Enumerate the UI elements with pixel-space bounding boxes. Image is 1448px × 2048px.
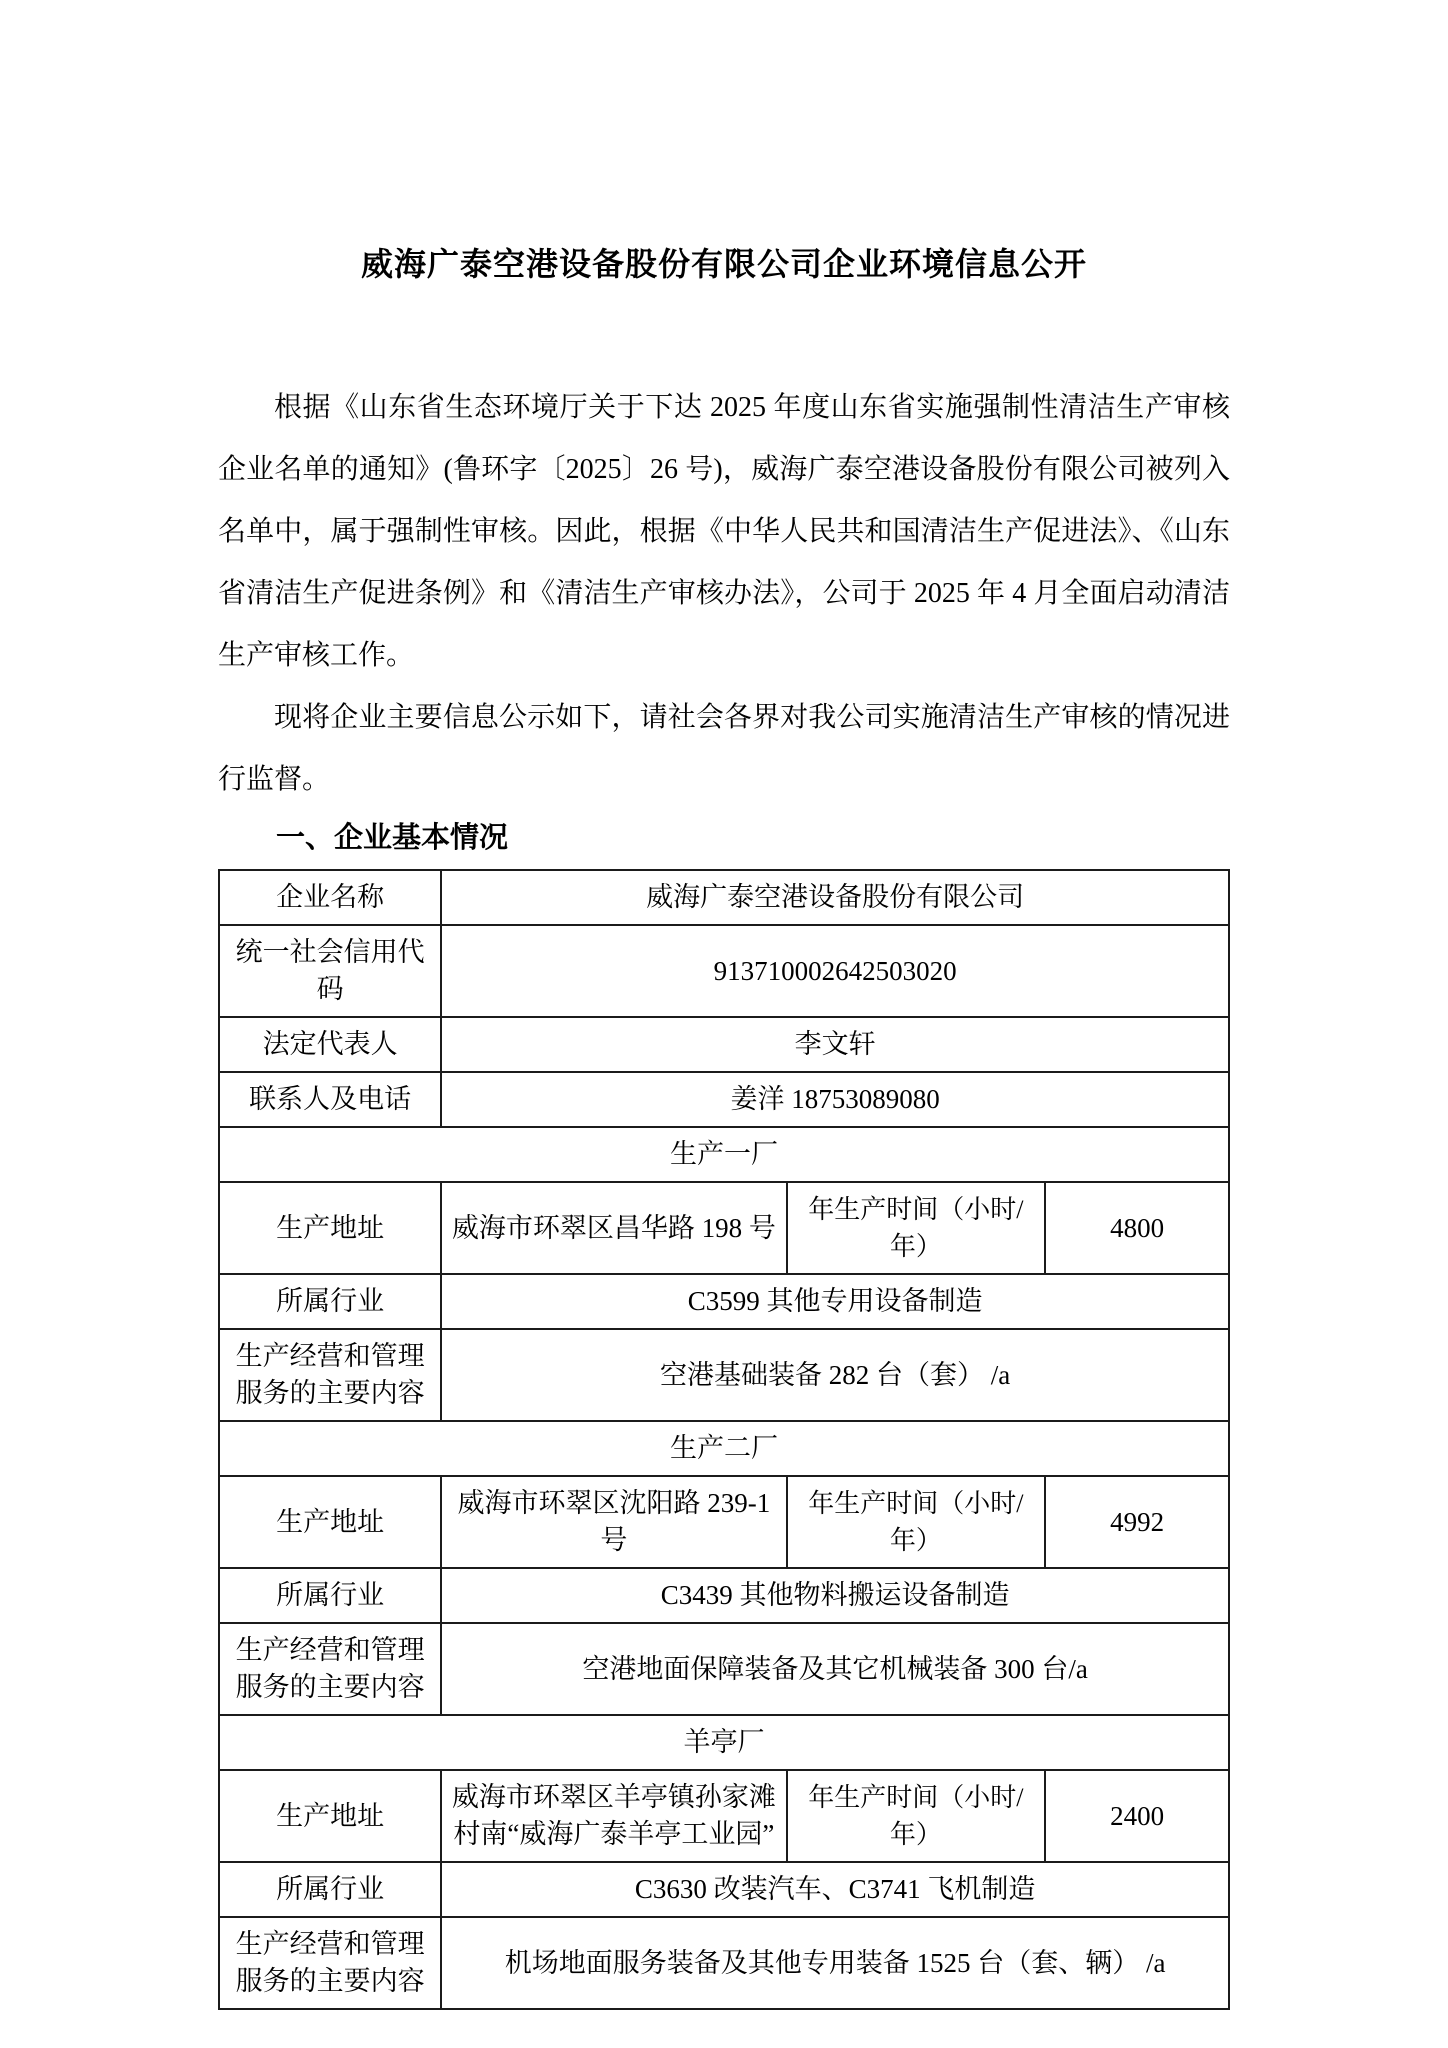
factory3-address-value: 威海市环翠区羊亭镇孙家滩村南“威海广泰羊亭工业园”: [441, 1770, 786, 1862]
factory2-section-header: 生产二厂: [219, 1421, 1229, 1476]
table-row-credit-code: [219, 925, 1229, 1017]
factory3-scope-label: 生产经营和管理服务的主要内容: [219, 1917, 441, 2009]
factory3-industry-label: 所属行业: [219, 1862, 441, 1917]
table-row-factory1-section: [219, 1127, 1229, 1182]
factory2-hours-label: 年生产时间（小时/年）: [787, 1476, 1046, 1568]
legal-representative-value: 李文轩: [441, 1017, 1229, 1072]
factory1-hours-value: 4800: [1045, 1182, 1229, 1274]
factory1-industry-label: 所属行业: [219, 1274, 441, 1329]
table-row-factory3-section: [219, 1715, 1229, 1770]
factory3-industry-value: C3630 改装汽车、C3741 飞机制造: [441, 1862, 1229, 1917]
table-row-factory2-scope: [219, 1623, 1229, 1715]
factory2-scope-label: 生产经营和管理服务的主要内容: [219, 1623, 441, 1715]
table-row-factory1-scope: [219, 1329, 1229, 1421]
factory1-industry-value: C3599 其他专用设备制造: [441, 1274, 1229, 1329]
credit-code-label: 统一社会信用代码: [219, 925, 441, 1017]
table-row-factory2-industry: [219, 1568, 1229, 1623]
table-row-legal-representative: [219, 1017, 1229, 1072]
company-name-value: 威海广泰空港设备股份有限公司: [441, 870, 1229, 925]
legal-representative-label: 法定代表人: [219, 1017, 441, 1072]
contact-phone-label: 联系人及电话: [219, 1072, 441, 1127]
factory3-scope-value: 机场地面服务装备及其他专用装备 1525 台（套、辆） /a: [441, 1917, 1229, 2009]
factory2-industry-value: C3439 其他物料搬运设备制造: [441, 1568, 1229, 1623]
factory1-address-value: 威海市环翠区昌华路 198 号: [441, 1182, 786, 1274]
contact-phone-value: 姜洋 18753089080: [441, 1072, 1229, 1127]
factory3-hours-value: 2400: [1045, 1770, 1229, 1862]
company-name-label: 企业名称: [219, 870, 441, 925]
factory2-industry-label: 所属行业: [219, 1568, 441, 1623]
table-row-factory2-address: [219, 1476, 1229, 1568]
table-row-factory3-address: [219, 1770, 1229, 1862]
factory1-hours-label: 年生产时间（小时/年）: [787, 1182, 1046, 1274]
table-row-factory3-scope: [219, 1917, 1229, 2009]
table-row-factory1-industry: [219, 1274, 1229, 1329]
factory1-section-header: 生产一厂: [219, 1127, 1229, 1182]
intro-paragraph: 根据《山东省生态环境厅关于下达 2025 年度山东省实施强制性清洁生产审核企业名单的通知》(鲁环字〔2025〕26 号)，威海广泰空港设备股份有限公司被列入名单中，属于强制性审核。因此，根据《中华人民共和国清洁生产促进法》、《山东省清洁生产促进条例》和《清洁生产审核办法》，公司于 2025 年 4 月全面启动清洁生产审核工作。: [218, 392, 1230, 671]
section-heading: 一、企业基本情况: [276, 822, 509, 854]
page-title: 威海广泰空港设备股份有限公司企业环境信息公开: [360, 246, 1087, 282]
factory1-scope-label: 生产经营和管理服务的主要内容: [219, 1329, 441, 1421]
basic-info-table: [218, 869, 1230, 2010]
factory2-address-label: 生产地址: [219, 1476, 441, 1568]
factory1-scope-value: 空港基础装备 282 台（套） /a: [441, 1329, 1229, 1421]
factory3-hours-label: 年生产时间（小时/年）: [787, 1770, 1046, 1862]
factory1-address-label: 生产地址: [219, 1182, 441, 1274]
factory3-address-label: 生产地址: [219, 1770, 441, 1862]
factory3-section-header: 羊亭厂: [219, 1715, 1229, 1770]
table-row-contact-phone: [219, 1072, 1229, 1127]
factory2-scope-value: 空港地面保障装备及其它机械装备 300 台/a: [441, 1623, 1229, 1715]
table-row-company-name: [219, 870, 1229, 925]
table-row-factory2-section: [219, 1421, 1229, 1476]
document-page: [218, 0, 1230, 2010]
table-row-factory3-industry: [219, 1862, 1229, 1917]
table-row-factory1-address: [219, 1182, 1229, 1274]
factory2-address-value: 威海市环翠区沈阳路 239-1 号: [441, 1476, 786, 1568]
credit-code-value: 913710002642503020: [441, 925, 1229, 1017]
factory2-hours-value: 4992: [1045, 1476, 1229, 1568]
notice-paragraph: 现将企业主要信息公示如下，请社会各界对我公司实施清洁生产审核的情况进行监督。: [218, 702, 1230, 795]
